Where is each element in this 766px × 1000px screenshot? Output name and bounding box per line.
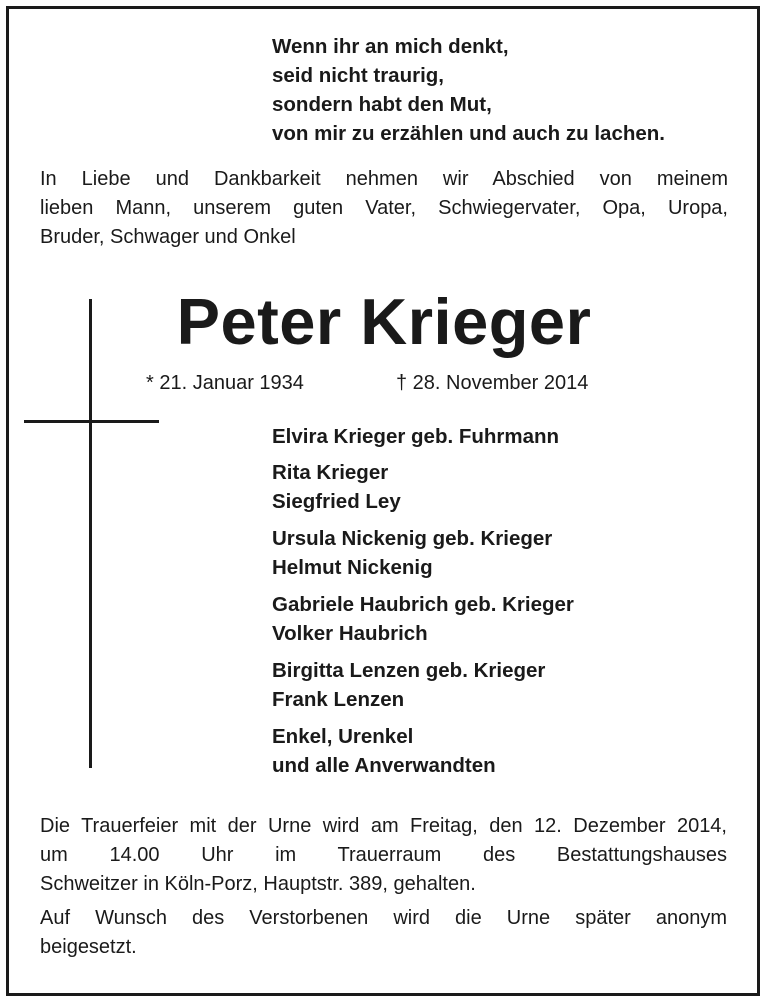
mourner-group [272,524,574,582]
poem-line: Wenn ihr an mich denkt, [272,35,509,58]
mourner-group [272,590,574,648]
mourner-name: Frank Lenzen [272,688,405,711]
ceremony-line: Schweitzer in Köln-Porz, Hauptstr. 389, gehalten. [40,873,476,895]
wish-line: Auf Wunsch des Verstorbenen wird die Urne später anonym [40,907,727,929]
mourner-group [272,656,574,714]
ceremony-line: um 14.00 Uhr im Trauerraum des Bestattungshauses [40,844,727,866]
cross-icon-horizontal [24,420,159,423]
intro-line: Bruder, Schwager und Onkel [40,226,296,248]
mourner-name: und alle Anverwandten [272,754,496,777]
intro-line: lieben Mann, unserem guten Vater, Schwiegervater, Opa, Uropa, [40,197,728,219]
intro-text [40,165,728,252]
mourner-name: Enkel, Urenkel [272,725,414,748]
wish-text [40,904,727,962]
mourner-name: Siegfried Ley [272,490,401,513]
poem-line: von mir zu erzählen und auch zu lachen. [272,122,665,145]
death-date: † 28. November 2014 [396,372,589,394]
mourner-name: Gabriele Haubrich geb. Krieger [272,593,574,616]
deceased-name-text: Peter Krieger [176,285,592,358]
cross-icon-vertical [89,299,92,768]
mourner-name: Ursula Nickenig geb. Krieger [272,527,553,550]
mourner-name: Elvira Krieger geb. Fuhrmann [272,425,560,448]
birth-date: * 21. Januar 1934 [146,372,304,394]
deceased-name [0,282,766,362]
mourner-name: Birgitta Lenzen geb. Krieger [272,659,546,682]
mourner-name: Rita Krieger [272,461,389,484]
mourner-group [272,458,574,516]
mourners-list [272,422,574,788]
poem-line: sondern habt den Mut, [272,93,492,116]
mourner-name: Volker Haubrich [272,622,428,645]
poem-line: seid nicht traurig, [272,64,444,87]
mourner-group [272,422,574,451]
poem [272,32,665,148]
ceremony-text [40,812,727,899]
wish-line: beigesetzt. [40,936,137,958]
mourner-name: Helmut Nickenig [272,556,433,579]
mourner-group [272,722,574,780]
intro-line: In Liebe und Dankbarkeit nehmen wir Abschied von meinem [40,168,728,190]
ceremony-line: Die Trauerfeier mit der Urne wird am Freitag, den 12. Dezember 2014, [40,815,727,837]
